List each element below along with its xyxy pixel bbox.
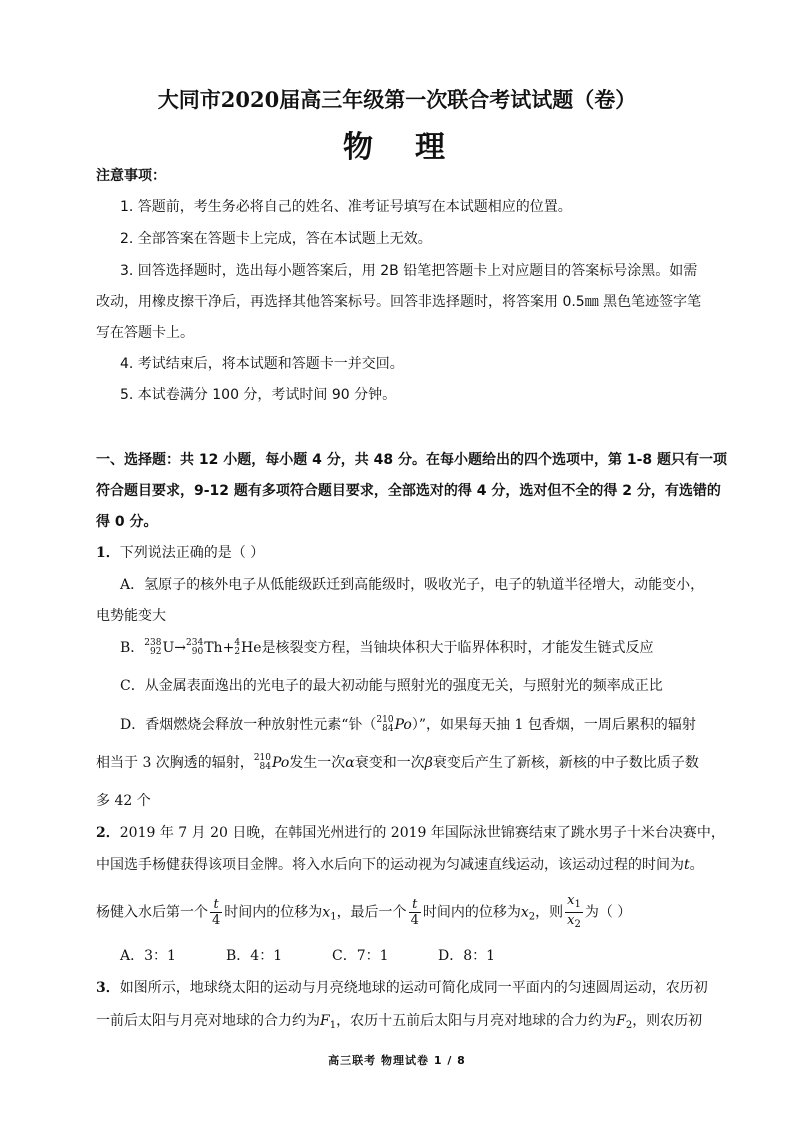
mass-number: 4	[234, 638, 241, 648]
q1-option-d	[120, 716, 696, 734]
option-text: D．香烟燃烧会释放一种放射性元素“钋（	[120, 717, 377, 733]
atomic-number: 90	[191, 647, 204, 657]
option-text: 衰变后产生了新核，新核的中子数比质子数	[432, 755, 699, 771]
notice-item: 4. 考试结束后，将本试题和答题卡一并交回。	[120, 356, 404, 372]
denominator: 4	[410, 913, 419, 928]
numerator: t	[210, 897, 222, 913]
nuclide-he-indices	[234, 639, 240, 657]
subscript: 2	[574, 919, 581, 930]
q1-option-d-cont: 多 42 个	[96, 793, 151, 809]
fraction-x1-over-x2	[565, 893, 583, 932]
variable-x: x	[567, 893, 575, 908]
variable-f: F	[616, 1013, 626, 1029]
nuclide-po-indices	[376, 716, 393, 734]
subscript: 2	[625, 1020, 633, 1031]
q1-option-a: A．氢原子的核外电子从低能级跃迁到高能级时，吸收光子，电子的轨道半径增大，动能变小，	[120, 577, 705, 593]
notice-item: 改动，用橡皮擦干净后，再选择其他答案标号。回答非选择题时，将答案用 0.5㎜ 黑色笔迹签字笔	[96, 294, 702, 310]
nuclide-po-indices	[254, 754, 271, 772]
atomic-number: 84	[382, 724, 394, 734]
question-text: 中国选手杨健获得该项目金牌。将入水后向下的运动视为匀减速直线运动，该运动过程的时间为	[96, 857, 684, 873]
section-instructions: 符合题目要求，9-12 题有多项符合题目要求，全部选对的得 4 分，选对但不全的得 2 分，有选错的	[96, 483, 721, 499]
option-text: 是核裂变方程，当铀块体积大于临界体积时，才能发生链式反应	[261, 640, 654, 656]
variable-x: x	[567, 913, 575, 928]
question-2-text	[96, 893, 631, 935]
question-text: ，则	[535, 904, 564, 921]
element-symbol: Th+	[204, 640, 235, 656]
question-text: 时间内的位移为	[224, 904, 323, 921]
question-text: 时间内的位移为	[422, 904, 521, 921]
variable-x: x	[322, 904, 331, 921]
subscript: 1	[330, 911, 337, 923]
numerator: t	[409, 897, 421, 913]
mass-number: 210	[376, 715, 394, 725]
page-footer: 高三联考 物理试卷 1 / 8	[328, 1054, 466, 1067]
q1-option-b	[120, 639, 654, 657]
option-text: 相当于 3 次胸透的辐射，	[96, 755, 254, 771]
notice-item: 2. 全部答案在答题卡上完成，答在本试题上无效。	[120, 231, 432, 247]
notice-item: 5. 本试卷满分 100 分，考试时间 90 分钟。	[120, 387, 397, 403]
q2-option-b: B．4：1	[226, 948, 283, 964]
q1-option-a-cont: 电势能变大	[96, 608, 166, 624]
denominator	[565, 913, 583, 932]
numerator	[565, 893, 583, 913]
q2-options	[120, 947, 544, 965]
fraction-t-over-4	[210, 897, 222, 928]
fraction-t-over-4	[409, 897, 421, 928]
variable-t: t	[684, 857, 690, 873]
question-1-stem	[96, 544, 264, 562]
question-text: ，则农历初	[632, 1013, 703, 1029]
alpha-symbol: α	[345, 755, 355, 771]
nuclide-u-indices	[144, 639, 161, 657]
option-text: 衰变和一次	[354, 755, 425, 771]
notice-item: 3. 回答选择题时，选出每小题答案后，用 2B 铅笔把答题卡上对应题目的答案标号涂黑。如需	[120, 263, 698, 279]
q1-option-c: C．从金属表面逸出的光电子的最大初动能与照射光的强度无关，与照射光的频率成正比	[120, 678, 663, 694]
question-text: 一前后太阳与月亮对地球的合力约为	[96, 1013, 320, 1029]
option-text: ）”，如果每天抽 1 包香烟，一周后累积的辐射	[411, 717, 696, 733]
q2-option-d: D．8：1	[438, 948, 496, 964]
subscript: 2	[528, 911, 536, 923]
question-number: 3．	[96, 980, 120, 996]
mass-number: 234	[186, 638, 204, 648]
subscript: 1	[574, 899, 581, 910]
element-symbol: Po	[394, 717, 412, 733]
atomic-number: 2	[234, 647, 241, 657]
element-symbol: U	[162, 640, 175, 656]
variable-f: F	[320, 1013, 330, 1029]
variable-x: x	[520, 904, 529, 921]
option-text: 发生一次	[289, 755, 346, 771]
question-3-text	[96, 1012, 702, 1035]
denominator: 4	[212, 913, 221, 928]
option-label: B．	[120, 640, 145, 656]
question-text: 为（ ）	[584, 904, 632, 921]
mass-number: 210	[253, 753, 271, 763]
beta-symbol: β	[424, 755, 433, 771]
q2-option-a: A．3：1	[120, 948, 176, 964]
nuclide-th-indices	[186, 639, 203, 657]
notice-item: 1. 答题前，考生务必将自己的姓名、准考证号填写在本试题相应的位置。	[120, 199, 572, 215]
mass-number: 238	[144, 638, 162, 648]
atomic-number: 92	[150, 647, 162, 657]
element-symbol: Po	[272, 755, 290, 771]
exam-title: 大同市2020届高三年级第一次联合考试试题（卷）	[157, 87, 637, 112]
question-2-text	[96, 856, 704, 874]
question-text: ，最后一个	[336, 904, 407, 921]
question-text: 下列说法正确的是（ ）	[119, 545, 265, 561]
punctuation: 。	[689, 857, 704, 873]
q1-option-d-cont	[96, 754, 699, 772]
question-number: 2．	[96, 825, 120, 841]
element-symbol: He	[241, 640, 262, 656]
notice-heading: 注意事项：	[96, 168, 166, 184]
q2-option-c: C．7：1	[332, 948, 389, 964]
question-text: 如图所示，地球绕太阳的运动与月亮绕地球的运动可简化成同一平面内的匀速圆周运动，农历初	[119, 980, 708, 996]
section-instructions: 一、选择题：共 12 小题，每小题 4 分，共 48 分。在每小题给出的四个选项中，第 1-8 题只有一项	[96, 452, 727, 468]
subscript: 1	[329, 1020, 337, 1031]
question-3-stem	[96, 979, 708, 997]
atomic-number: 84	[259, 762, 271, 772]
subject-title: 物 理	[343, 130, 451, 165]
question-text: ，农历十五前后太阳与月亮对地球的合力约为	[336, 1013, 617, 1029]
question-text: 杨健入水后第一个	[96, 904, 208, 921]
section-instructions: 得 0 分。	[96, 514, 158, 530]
question-number: 1．	[96, 545, 120, 561]
question-text: 2019 年 7 月 20 日晚，在韩国光州进行的 2019 年国际泳世锦赛结束了跳水男子十米台决赛中，	[119, 825, 725, 841]
arrow-icon: →	[174, 640, 187, 656]
question-2-stem	[96, 824, 725, 842]
notice-item: 写在答题卡上。	[96, 325, 194, 341]
